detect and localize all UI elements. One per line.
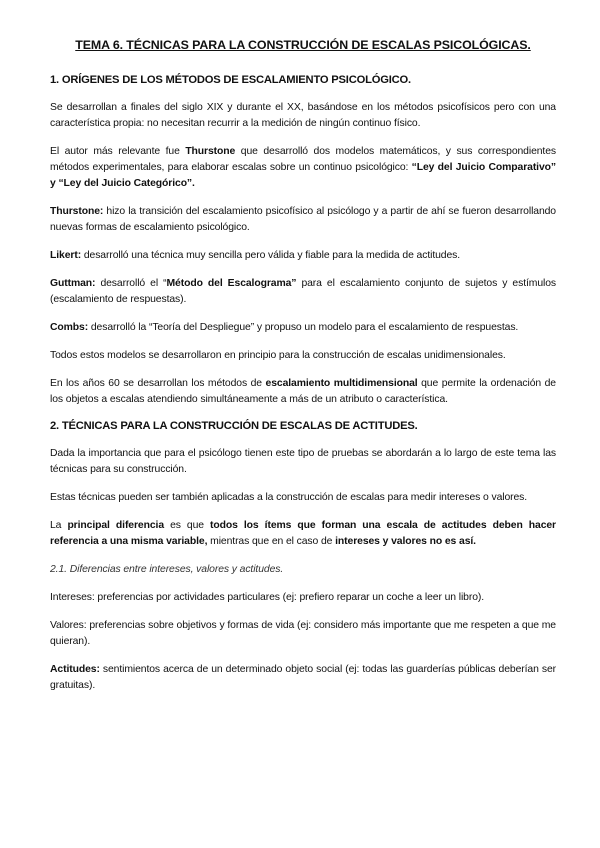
paragraph-thurstone-models bbox=[50, 144, 556, 192]
bold-items-rule: todos los ítems que forman una escala de actitudes deben hacer referencia a una misma variable, bbox=[50, 520, 556, 547]
bold-escalograma: Método del Escalograma” bbox=[166, 278, 297, 289]
paragraph-main-difference bbox=[50, 518, 556, 550]
bold-thurstone-label: Thurstone: bbox=[50, 206, 104, 217]
paragraph-likert bbox=[50, 248, 556, 264]
bold-principal-diferencia: principal diferencia bbox=[67, 520, 164, 531]
bold-actitudes-label: Actitudes: bbox=[50, 664, 100, 675]
text-span: es que bbox=[164, 520, 211, 531]
bold-intereses-valores: intereses y valores no es así. bbox=[335, 536, 476, 547]
text-span: para el escalamiento conjunto de sujetos y estímulos (escalamiento de respuestas). bbox=[50, 278, 556, 305]
paragraph-actitudes bbox=[50, 662, 556, 694]
text-span: que permite la ordenación de los objetos a escalas atendiendo simultáneamente a más de un atributo o característica. bbox=[50, 378, 556, 405]
document-title: TEMA 6. TÉCNICAS PARA LA CONSTRUCCIÓN DE ESCALAS PSICOLÓGICAS. bbox=[75, 38, 531, 52]
paragraph-origins-intro: Se desarrollan a finales del siglo XIX y durante el XX, basándose en los métodos psicofísicos pero con una característica propia: no necesitan recurrir a la medición de ningún continuo físico. bbox=[50, 102, 556, 129]
text-span: mientras que en el caso de bbox=[207, 536, 336, 547]
paragraph-applications: Estas técnicas pueden ser también aplicadas a la construcción de escalas para medir intereses o valores. bbox=[50, 492, 528, 503]
text-span: sentimientos acerca de un determinado objeto social (ej: todas las guarderías públicas deberían ser gratuitas). bbox=[50, 664, 556, 691]
text-span: desarrolló la “Teoría del Despliegue” y propuso un modelo para el escalamiento de respuestas. bbox=[88, 322, 519, 333]
text-span: El autor más relevante fue bbox=[50, 146, 186, 157]
text-span: En los años 60 se desarrollan los métodos de bbox=[50, 378, 266, 389]
bold-multidimensional: escalamiento multidimensional bbox=[265, 378, 418, 389]
paragraph-thurstone-transition bbox=[50, 204, 556, 236]
subsection-2-1-heading: 2.1. Diferencias entre intereses, valores y actitudes. bbox=[50, 564, 284, 575]
bold-thurstone: Thurstone bbox=[185, 146, 236, 157]
bold-combs-label: Combs: bbox=[50, 322, 89, 333]
text-span: La bbox=[50, 520, 68, 531]
paragraph-valores: Valores: preferencias sobre objetivos y formas de vida (ej: considero más importante que me respeten a que me quieran). bbox=[50, 620, 556, 647]
text-span: que desarrolló dos modelos matemáticos, y sus correspondientes métodos experimentales, para elaborar escalas sobre un continuo psicológico: bbox=[50, 146, 556, 173]
paragraph-multidimensional bbox=[50, 376, 556, 408]
section-1-heading: 1. ORÍGENES DE LOS MÉTODOS DE ESCALAMIENTO PSICOLÓGICO. bbox=[50, 74, 411, 86]
bold-guttman-label: Guttman: bbox=[50, 278, 96, 289]
paragraph-combs bbox=[50, 320, 556, 336]
text-span: hizo la transición del escalamiento psicofísico al psicólogo y a partir de ahí se fueron desarrollando nuevas formas de escalamiento psicológico. bbox=[50, 206, 556, 233]
paragraph-intereses: Intereses: preferencias por actividades particulares (ej: prefiero reparar un coche a leer un libro). bbox=[50, 592, 485, 603]
bold-laws: “Ley del Juicio Comparativo” y “Ley del Juicio Categórico”. bbox=[50, 162, 556, 189]
paragraph-importance: Dada la importancia que para el psicólogo tienen este tipo de pruebas se abordarán a lo largo de este tema las técnicas para su construcción. bbox=[50, 448, 556, 475]
paragraph-guttman bbox=[50, 276, 556, 308]
section-2-heading: 2. TÉCNICAS PARA LA CONSTRUCCIÓN DE ESCALAS DE ACTITUDES. bbox=[50, 420, 418, 432]
text-span: desarrolló el “ bbox=[95, 278, 167, 289]
text-span: desarrolló una técnica muy sencilla pero válida y fiable para la medida de actitudes. bbox=[81, 250, 461, 261]
paragraph-unidimensional: Todos estos modelos se desarrollaron en principio para la construcción de escalas unidimensionales. bbox=[50, 350, 506, 361]
bold-likert-label: Likert: bbox=[50, 250, 82, 261]
